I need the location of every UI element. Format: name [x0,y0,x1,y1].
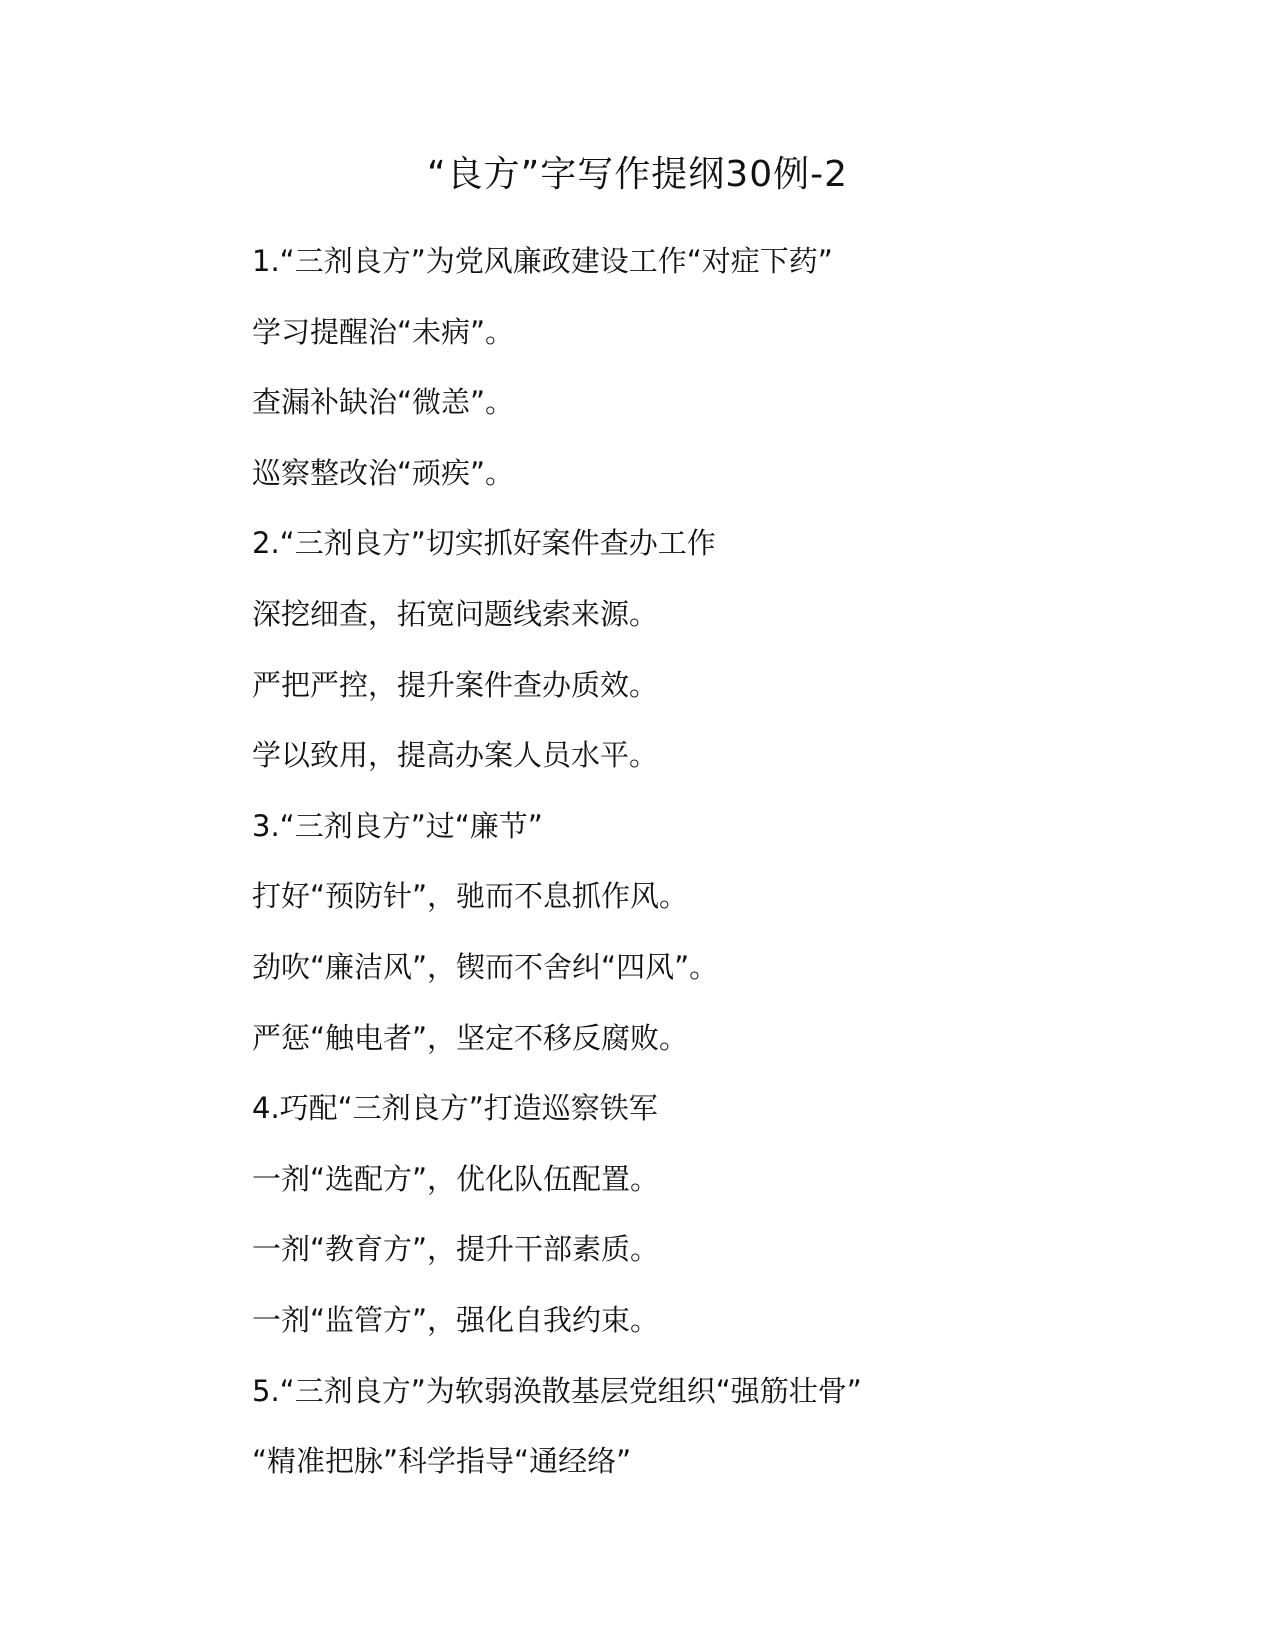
heading-item-2: 2.“三剂良方”切实抓好案件查办工作 [252,526,716,561]
body-line: 深挖细查，拓宽问题线索来源。 [252,596,659,631]
body-line: 严惩“触电者”，坚定不移反腐败。 [252,1020,689,1055]
heading-item-5: 5.“三剂良方”为软弱涣散基层党组织“强筋壮骨” [252,1373,862,1408]
body-line: “精准把脉”科学指导“通经络” [252,1444,632,1479]
document-body [252,226,1052,1497]
body-line: 打好“预防针”，驰而不息抓作风。 [252,879,689,914]
heading-item-3: 3.“三剂良方”过“廉节” [252,808,543,843]
body-line: 严把严控，提升案件查办质效。 [252,667,659,702]
body-line: 巡察整改治“顽疾”。 [252,455,515,490]
heading-item-1: 1.“三剂良方”为党风廉政建设工作“对症下药” [252,244,833,278]
body-line: 一剂“选配方”，优化队伍配置。 [252,1161,660,1196]
document-title: “良方”字写作提纲30例-2 [426,154,848,195]
body-line: 学习提醒治“未病”。 [252,314,515,349]
body-line: 查漏补缺治“微恙”。 [252,385,515,420]
heading-item-4: 4.巧配“三剂良方”打造巡察铁军 [252,1091,658,1126]
body-line: 一剂“监管方”，强化自我约束。 [252,1302,660,1337]
body-line: 一剂“教育方”，提升干部素质。 [252,1232,660,1267]
body-line: 劲吹“廉洁风”，锲而不舍纠“四风”。 [252,949,719,984]
body-line: 学以致用，提高办案人员水平。 [252,738,659,773]
